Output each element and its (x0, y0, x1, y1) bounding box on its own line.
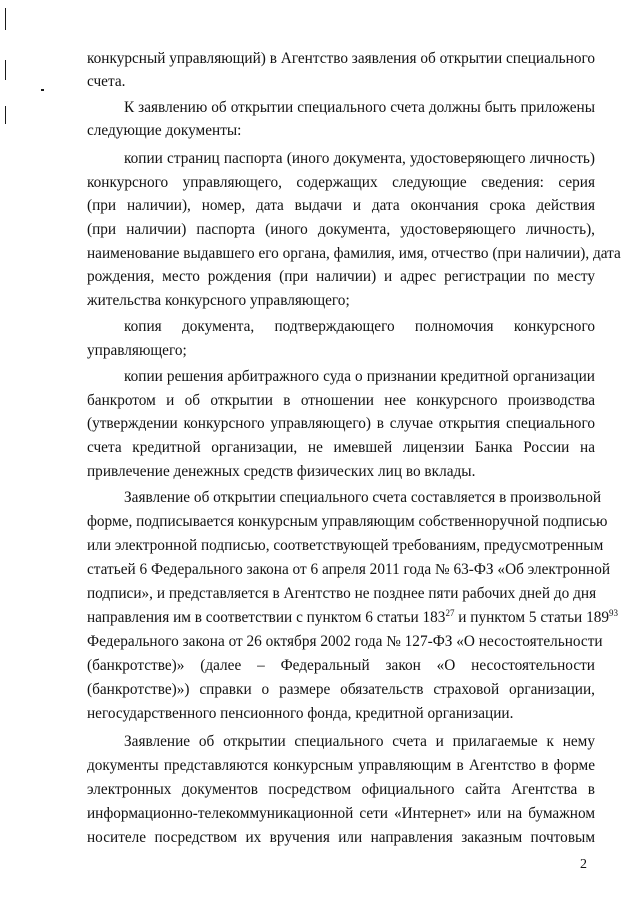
text-line: наименование выдавшего его органа, фамилия, имя, отчество (при наличии), дата (87, 245, 621, 262)
text-line: (банкротстве)» (далее – Федеральный закон «О несостоятельности (87, 657, 595, 674)
superscript: 27 (445, 608, 455, 618)
text-line: привлечение денежных средств физических лиц во вклады. (87, 463, 476, 480)
text-line: копии страниц паспорта (иного документа, удостоверяющего личность) (124, 150, 595, 167)
text-line: жительства конкурсного управляющего; (87, 292, 350, 309)
line-text: и пунктом 5 статьи 189 (454, 609, 610, 626)
text-line: Федерального закона от 26 октября 2002 года № 127-ФЗ «О несостоятельности (87, 633, 603, 650)
text-line: электронных документов посредством официального сайта Агентства в (87, 781, 595, 798)
superscript: 93 (609, 608, 619, 618)
text-line: или электронной подписью, соответствующей требованиям, предусмотренным (87, 537, 604, 554)
text-line: (при наличии), номер, дата выдачи и дата окончания срока действия (87, 197, 595, 214)
text-line: управляющего; (87, 342, 187, 359)
scan-edge-mark (5, 8, 6, 30)
text-line: Заявление об открытии специального счета составляется в произвольной (124, 489, 602, 506)
text-line: рождения, место рождения (при наличии) и адрес регистрации по месту (87, 268, 595, 285)
text-line: конкурсного управляющего, содержащих следующие сведения: серия (87, 174, 595, 191)
text-line: счета. (87, 73, 126, 90)
text-line: (банкротстве)») справки о размере обязательств страховой организации, (87, 681, 595, 698)
text-line: счета кредитной организации, не имевшей лицензии Банка России на (87, 439, 595, 456)
text-line: документы представляются конкурсным управляющим в Агентство в форме (87, 757, 595, 774)
text-line: следующие документы: (87, 122, 242, 139)
text-line: конкурсный управляющий) в Агентство заявления об открытии специального (87, 50, 596, 67)
text-line: К заявлению об открытии специального счета должны быть приложены (124, 99, 595, 116)
page-number: 2 (580, 857, 587, 872)
scan-dot-mark (41, 89, 44, 91)
text-line: Заявление об открытии специального счета и прилагаемые к нему (124, 733, 595, 750)
text-line: носителе посредством их вручения или направления заказным почтовым (87, 829, 595, 846)
scan-edge-mark (5, 60, 6, 80)
text-line: подписи», и представляется в Агентство не позднее пяти рабочих дней до дня (87, 585, 597, 602)
text-line (87, 609, 618, 627)
text-line: копия документа, подтверждающего полномочия конкурсного (124, 318, 595, 335)
scan-edge-mark (5, 106, 6, 124)
text-line: статьей 6 Федерального закона от 6 апреля 2011 года № 63-ФЗ «Об электронной (87, 561, 611, 578)
text-line: копии решения арбитражного суда о признании кредитной организации (124, 368, 595, 385)
line-text: направления им в соответствии с пунктом 6 статьи 183 (87, 609, 446, 626)
text-line: (при наличии) паспорта (иного документа, удостоверяющего личность), (87, 221, 595, 238)
text-line: банкротом и об открытии в отношении нее конкурсного производства (87, 392, 595, 409)
text-line: форме, подписывается конкурсным управляющим собственноручной подписью (87, 513, 608, 530)
text-line: (утверждении конкурсного управляющего) в случае открытия специального (87, 415, 595, 432)
text-line: информационно-телекоммуникационной сети «Интернет» или на бумажном (87, 805, 595, 822)
text-line: негосударственного пенсионного фонда, кредитной организации. (87, 705, 514, 722)
